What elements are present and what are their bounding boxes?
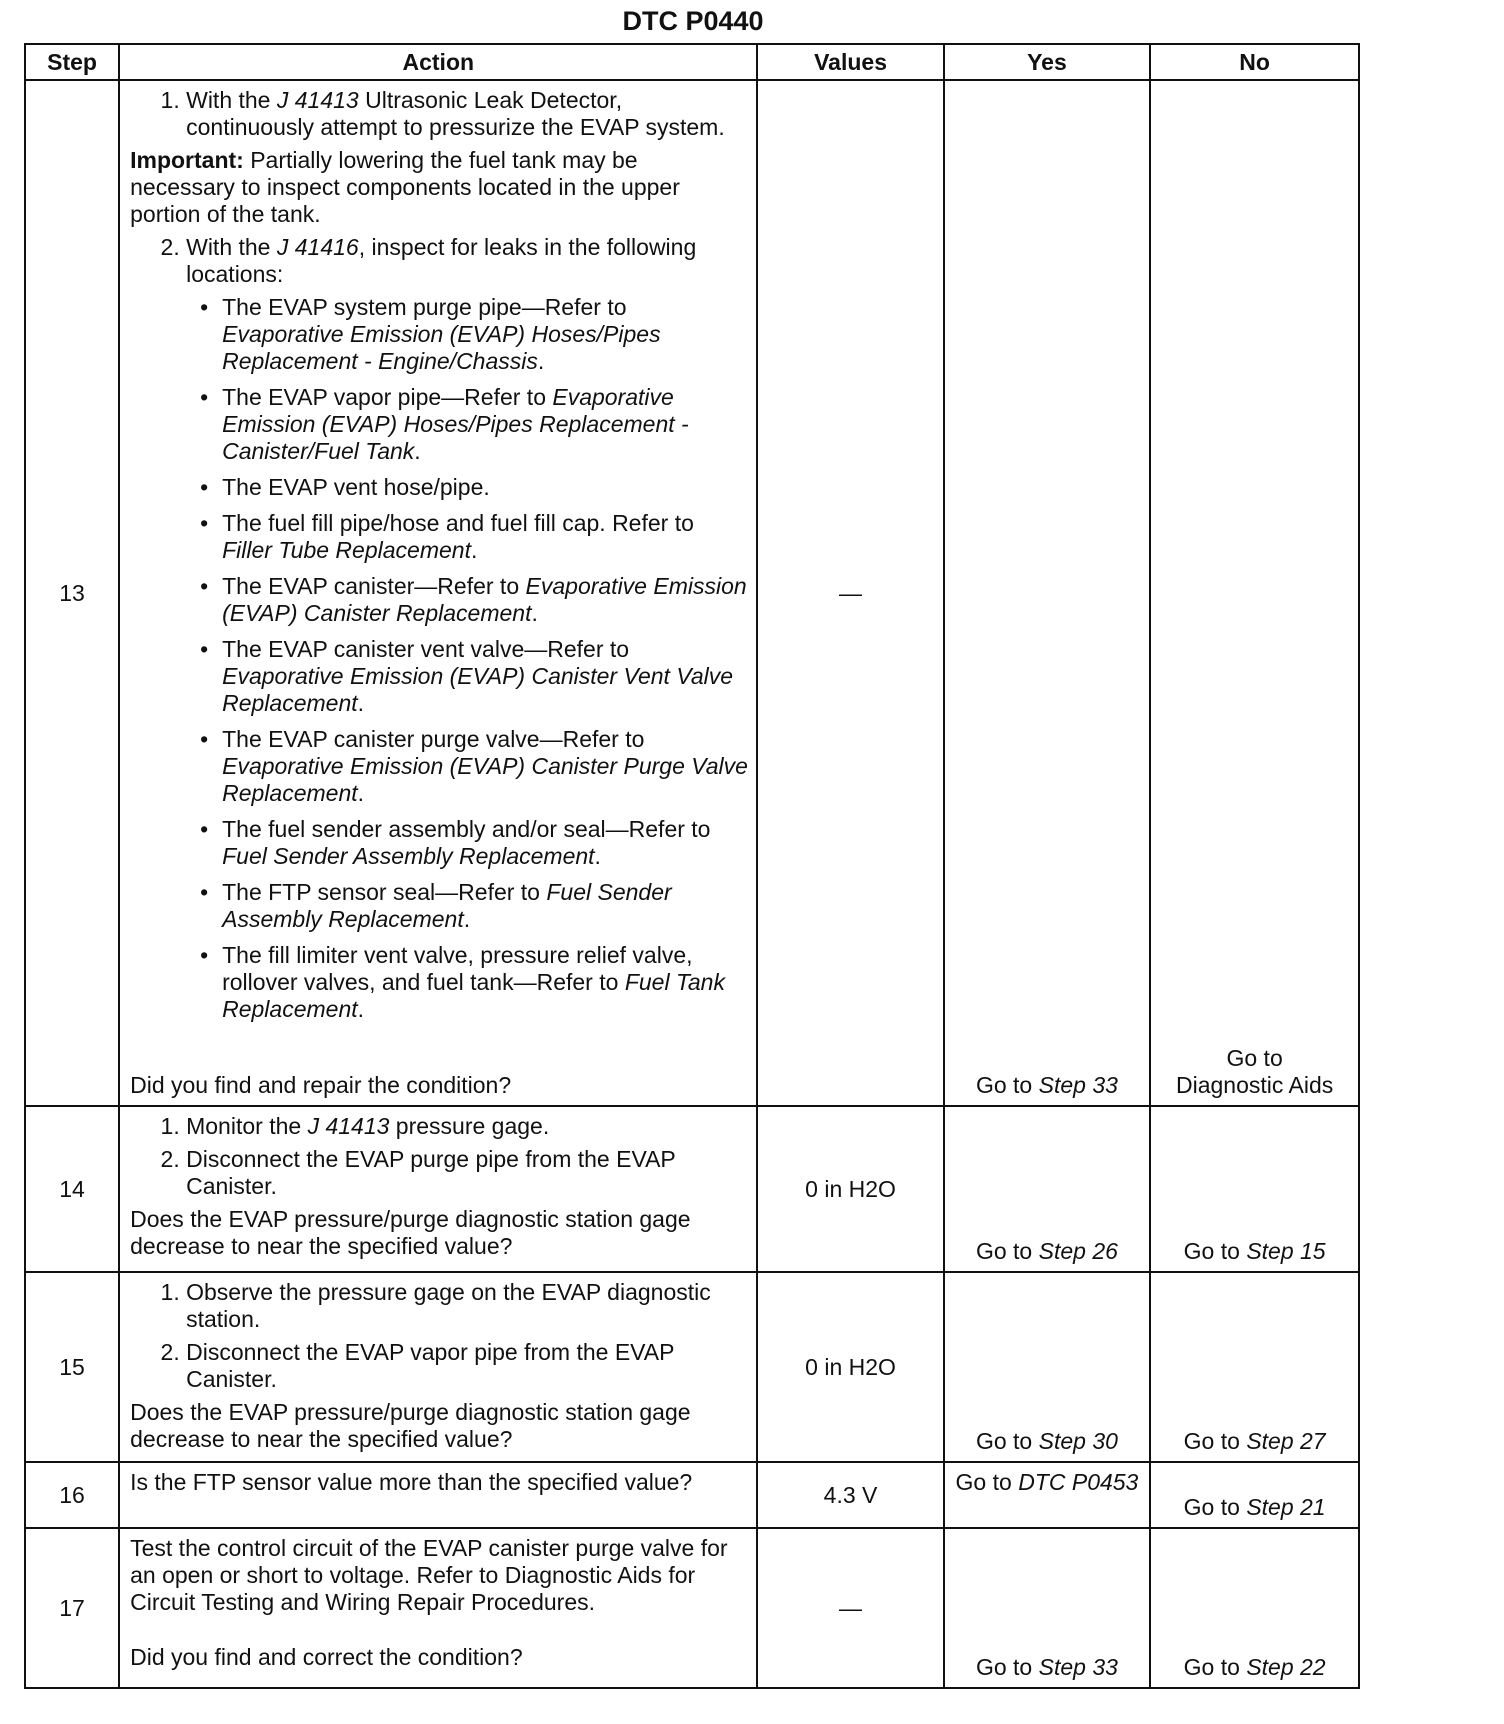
yes-link[interactable]: Step 33 xyxy=(1038,1072,1118,1098)
yes-link[interactable]: Step 30 xyxy=(1038,1428,1118,1454)
list-item: • The fuel fill pipe/hose and fuel fill cap. Refer to Filler Tube Replacement. xyxy=(222,510,748,564)
header-yes: Yes xyxy=(944,44,1151,80)
values-cell: 4.3 V xyxy=(757,1462,943,1528)
list-item: • The FTP sensor seal—Refer to Fuel Sender Assembly Replacement. xyxy=(222,879,748,933)
yes-cell[interactable]: Go to DTC P0453 xyxy=(944,1462,1151,1528)
list-item: • The fill limiter vent valve, pressure relief valve, rollover valves, and fuel tank—Refer to Fuel Tank Replacement. xyxy=(222,942,748,1023)
procedure-link[interactable]: Fuel Sender Assembly Replacement xyxy=(222,879,672,932)
question: Does the EVAP pressure/purge diagnostic station gage decrease to near the specified value? xyxy=(130,1399,691,1452)
no-link[interactable]: Step 21 xyxy=(1246,1494,1326,1520)
yes-cell[interactable]: Go to Step 30 xyxy=(944,1272,1151,1462)
tool-ref: J 41413 xyxy=(276,87,359,113)
no-link[interactable]: Step 15 xyxy=(1246,1238,1326,1264)
procedure-link[interactable]: Evaporative Emission (EVAP) Canister Vent Valve Replacement xyxy=(222,663,734,716)
action-steps-cont xyxy=(130,234,748,1023)
yes-link[interactable]: Step 33 xyxy=(1038,1654,1118,1680)
yes-link[interactable]: DTC P0453 xyxy=(1018,1469,1139,1495)
step-number: 14 xyxy=(25,1106,119,1272)
procedure-link[interactable]: Filler Tube Replacement xyxy=(222,537,471,563)
action-step-1: 1. With the J 41413 Ultrasonic Leak Detector, continuously attempt to pressurize the EVAP system. xyxy=(186,87,748,141)
action-steps xyxy=(130,87,748,141)
action-step-2: 2. Disconnect the EVAP purge pipe from the EVAP Canister. xyxy=(186,1146,748,1200)
values-cell: 0 in H2O xyxy=(757,1106,943,1272)
no-link[interactable]: Step 27 xyxy=(1246,1428,1326,1454)
procedure-link[interactable]: Evaporative Emission (EVAP) Hoses/Pipes Replacement - Engine/Chassis xyxy=(222,321,661,374)
question: Did you find and correct the condition? xyxy=(130,1644,523,1670)
header-step: Step xyxy=(25,44,119,80)
tool-ref: J 41416 xyxy=(276,234,359,260)
action-cell xyxy=(119,80,757,1106)
list-item: • The EVAP system purge pipe—Refer to Evaporative Emission (EVAP) Hoses/Pipes Replacement - Engine/Chassis. xyxy=(222,294,748,375)
no-cell[interactable]: Go to Step 27 xyxy=(1150,1272,1359,1462)
no-cell[interactable]: Go to Step 21 xyxy=(1150,1462,1359,1528)
header-action: Action xyxy=(119,44,757,80)
action-steps xyxy=(130,1113,748,1200)
values-cell: — xyxy=(757,1528,943,1688)
step-number: 16 xyxy=(25,1462,119,1528)
table-row-step-16 xyxy=(25,1462,1359,1528)
diagnostic-table xyxy=(24,43,1360,1689)
action-step-2: 2. Disconnect the EVAP vapor pipe from the EVAP Canister. xyxy=(186,1339,748,1393)
step-number: 15 xyxy=(25,1272,119,1462)
action-steps xyxy=(130,1279,748,1393)
list-item: • The fuel sender assembly and/or seal—Refer to Fuel Sender Assembly Replacement. xyxy=(222,816,748,870)
header-values: Values xyxy=(757,44,943,80)
header-row xyxy=(25,44,1359,80)
table-row-step-13 xyxy=(25,80,1359,1106)
leak-locations-list xyxy=(186,294,748,1023)
procedure-link[interactable]: Evaporative Emission (EVAP) Hoses/Pipes Replacement - Canister/Fuel Tank xyxy=(222,384,689,464)
no-link[interactable]: Go to Diagnostic Aids xyxy=(1176,1045,1334,1098)
no-cell[interactable]: Go to Step 15 xyxy=(1150,1106,1359,1272)
table-row-step-17 xyxy=(25,1528,1359,1688)
action-cell xyxy=(119,1528,757,1688)
action-cell xyxy=(119,1462,757,1528)
procedure-link[interactable]: Fuel Sender Assembly Replacement xyxy=(222,843,595,869)
values-cell: 0 in H2O xyxy=(757,1272,943,1462)
procedure-link[interactable]: Evaporative Emission (EVAP) Canister Replacement xyxy=(222,573,747,626)
procedure-link[interactable]: Fuel Tank Replacement xyxy=(222,969,725,1022)
yes-cell[interactable]: Go to Step 33 xyxy=(944,1528,1151,1688)
important-note: Important: Partially lowering the fuel tank may be necessary to inspect components located in the upper portion of the tank. xyxy=(130,147,680,227)
list-item: • The EVAP canister—Refer to Evaporative Emission (EVAP) Canister Replacement. xyxy=(222,573,748,627)
yes-link[interactable]: Step 26 xyxy=(1038,1238,1118,1264)
yes-cell[interactable]: Go to Step 33 xyxy=(944,80,1151,1106)
action-text: Test the control circuit of the EVAP canister purge valve for an open or short to voltage. Refer to Diagnostic Aids for Circuit Testing and Wiring Repair Procedures. xyxy=(130,1535,728,1615)
step-number: 13 xyxy=(25,80,119,1106)
action-step-1: 1. Observe the pressure gage on the EVAP diagnostic station. xyxy=(186,1279,748,1333)
step-number: 17 xyxy=(25,1528,119,1688)
table-row-step-15 xyxy=(25,1272,1359,1462)
header-no: No xyxy=(1150,44,1359,80)
procedure-link[interactable]: Evaporative Emission (EVAP) Canister Purge Valve Replacement xyxy=(222,753,748,806)
list-item: • The EVAP vent hose/pipe. xyxy=(222,474,748,501)
action-cell xyxy=(119,1272,757,1462)
page-title: DTC P0440 xyxy=(622,6,764,36)
action-step-2: 2. With the J 41416, inspect for leaks in the following locations: • The EVAP system purge pipe—Refer to Evaporative Emission (EVAP) Hoses/Pipes Replacement - Engine/Chassis. • The EVAP vapor pipe—Refer to Evaporative Emission (EVAP) Hoses/Pipes Replacement - Canister/Fuel Tank. • The EVAP vent hose/pipe. • The fuel fill pipe/hose and fuel fill cap. Refer to Filler Tube Replacement. • The EVAP canister—Refer to Evaporative Emission (EVAP) Canister Replacement. • The EVAP canister vent valve—Refer to Evaporative Emission (EVAP) Canister Vent Valve Replacement. • The EVAP canister purge valve—Refer to Evaporative Emission (EVAP) Canister Purge Valve Replacement. • The fuel sender assembly and/or seal—Refer to Fuel Sender Assembly Replacement. • The FTP sensor seal—Refer to Fuel Sender Assembly Replacement. • The fill limiter vent valve, pressure relief valve, rollover valves, and fuel tank—Refer to Fuel Tank Replacement. xyxy=(186,234,748,1023)
question: Did you find and repair the condition? xyxy=(130,1072,512,1098)
yes-cell[interactable]: Go to Step 26 xyxy=(944,1106,1151,1272)
list-item: • The EVAP canister vent valve—Refer to Evaporative Emission (EVAP) Canister Vent Valve Replacement. xyxy=(222,636,748,717)
question: Does the EVAP pressure/purge diagnostic station gage decrease to near the specified value? xyxy=(130,1206,691,1259)
question: Is the FTP sensor value more than the specified value? xyxy=(130,1469,693,1495)
action-cell xyxy=(119,1106,757,1272)
tool-ref: J 41413 xyxy=(307,1113,390,1139)
no-link[interactable]: Step 22 xyxy=(1246,1654,1326,1680)
no-cell[interactable]: Go to Step 22 xyxy=(1150,1528,1359,1688)
no-cell[interactable] xyxy=(1150,80,1359,1106)
values-cell: — xyxy=(757,80,943,1106)
list-item: • The EVAP canister purge valve—Refer to Evaporative Emission (EVAP) Canister Purge Valve Replacement. xyxy=(222,726,748,807)
action-step-1: 1. Monitor the J 41413 pressure gage. xyxy=(186,1113,748,1140)
table-row-step-14 xyxy=(25,1106,1359,1272)
list-item: • The EVAP vapor pipe—Refer to Evaporative Emission (EVAP) Hoses/Pipes Replacement - Canister/Fuel Tank. xyxy=(222,384,748,465)
